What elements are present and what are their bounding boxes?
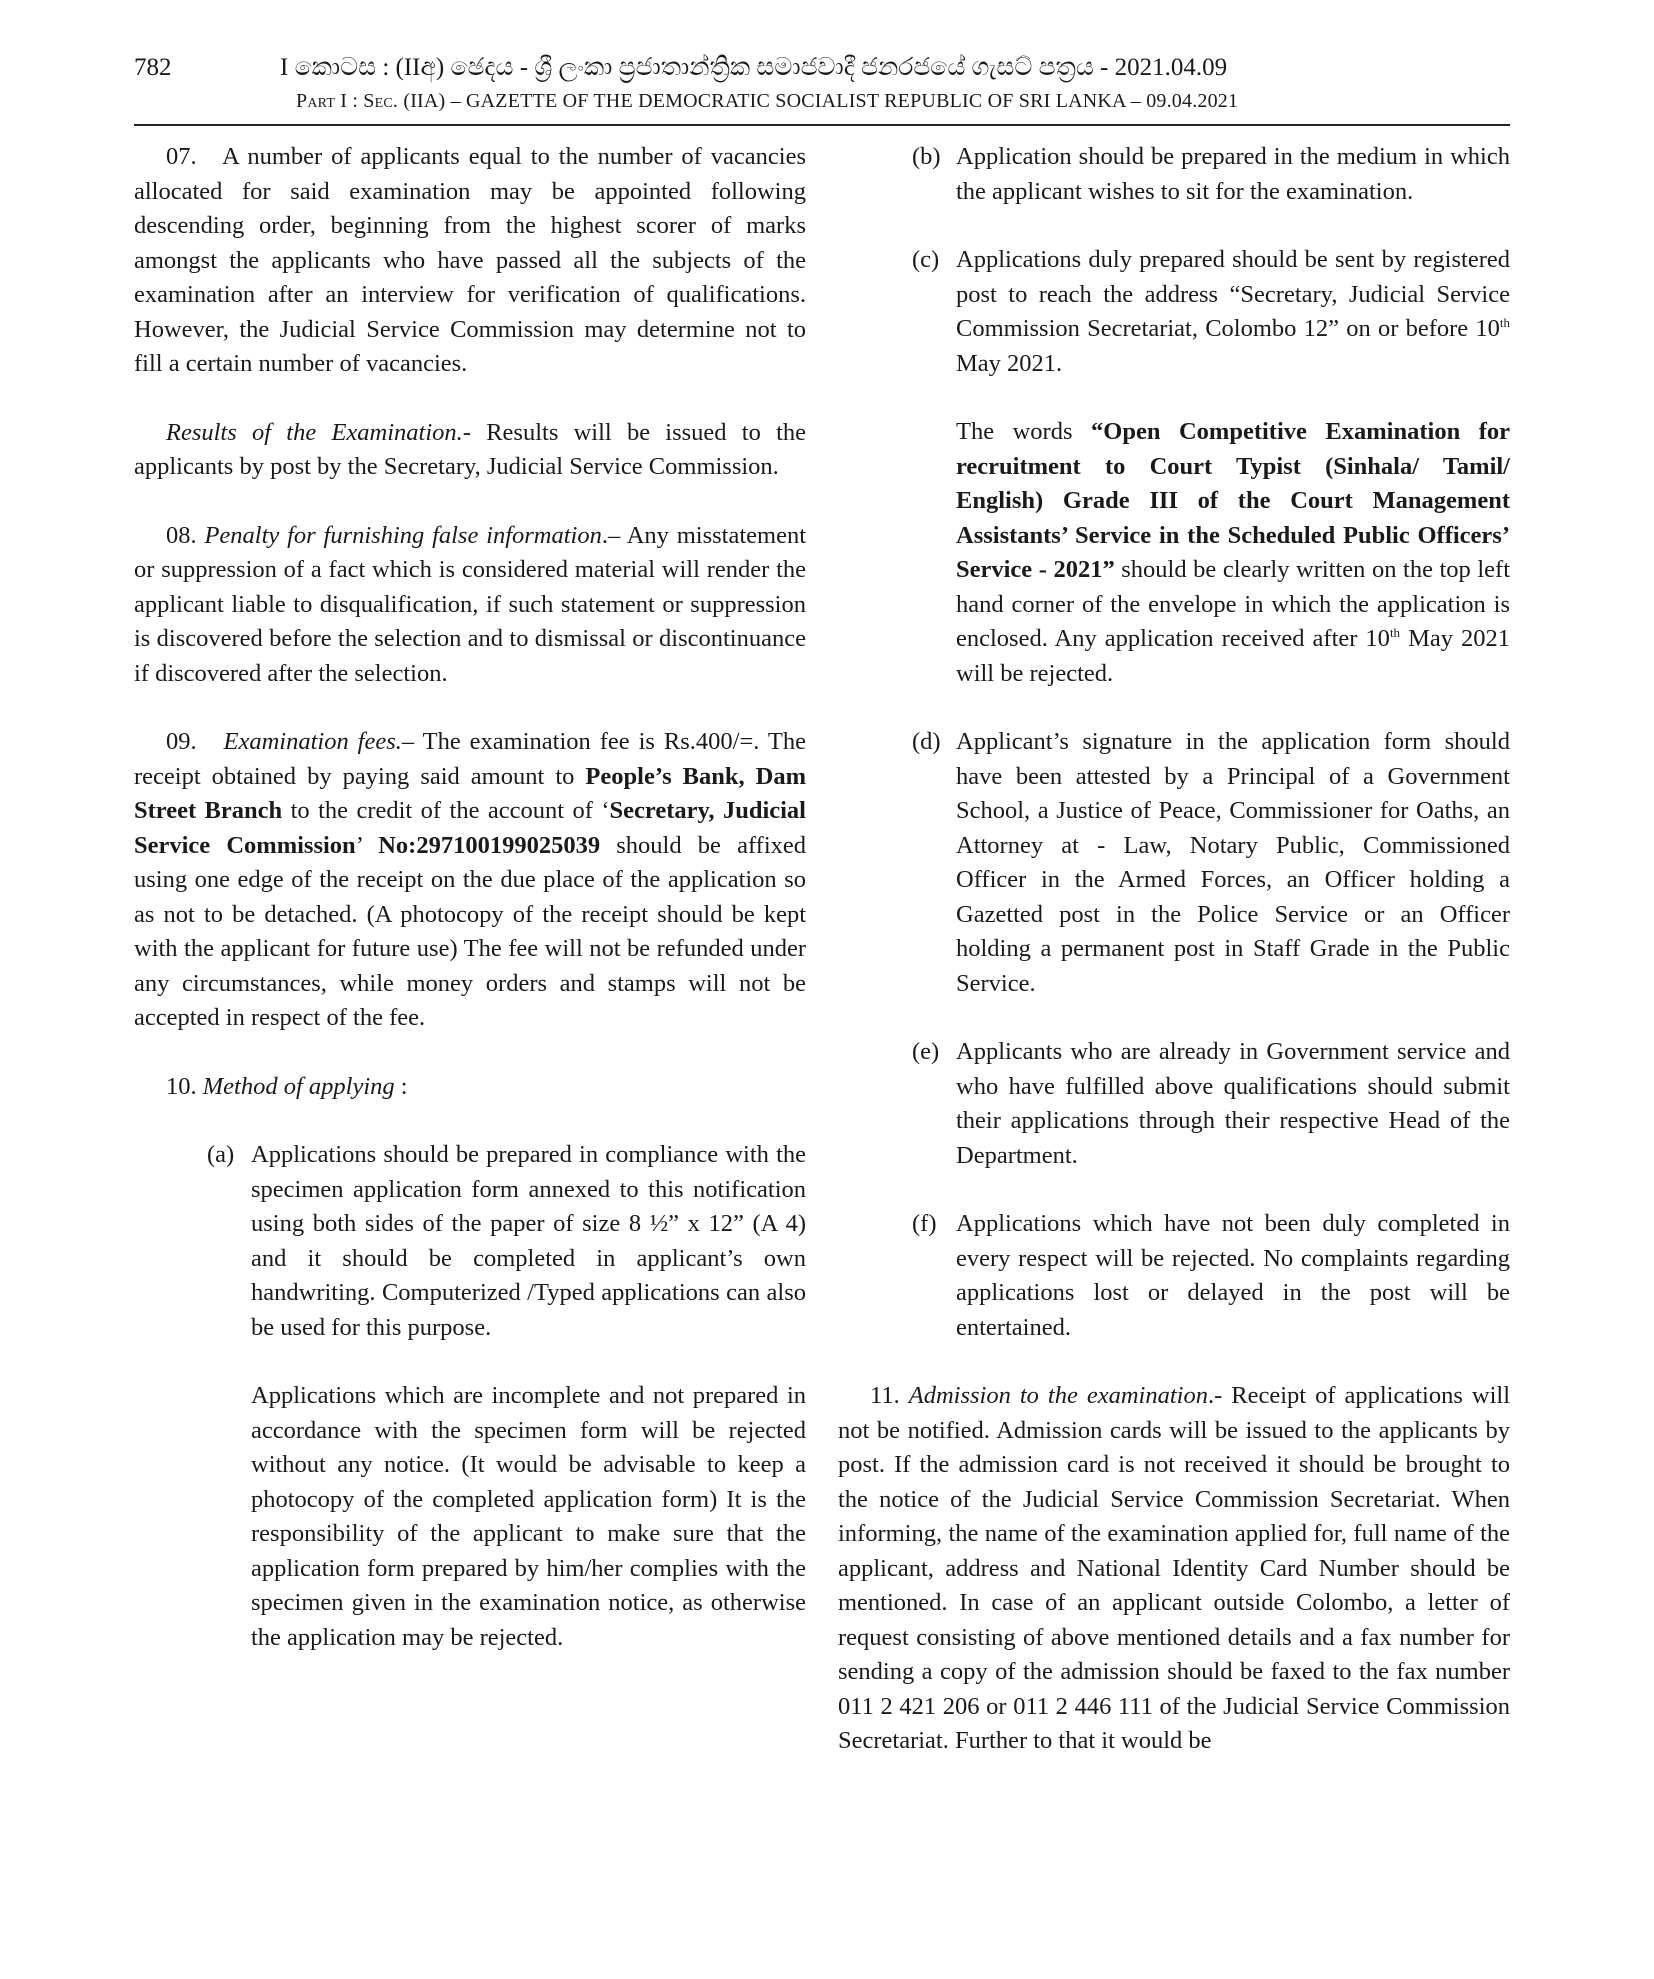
list-item-d [838,725,1510,1001]
p11-heading: Admission to the examination [908,1382,1208,1409]
envelope-title: “Open Competitive Examination for recruitment to Court Typist (Sinhala/ Tamil/ English) Grade III of the Court Management Assistants’ Service in the Scheduled Public Officers’ Service - 2021” [956,418,1510,583]
item-text-f: Applications which have not been duly completed in every respect will be rejected. No complaints regarding applications lost or delayed in the post will be entertained. [956,1210,1510,1341]
item-label-a: (a) [207,1141,235,1168]
item-label-e: (e) [912,1038,940,1065]
header-part-label: Part I : Sec. [296,90,399,112]
paragraph-09: 09. Examination fees.– The examination fee is Rs.400/=. The receipt obtained by paying said amount to People’s Bank, Dam Street Branch to the credit of the account of ‘Secretary, Judicial Service Commission’ No:297100199025039 should be affixed using one edge of the receipt on the due place of the application so as not to be detached. (A photocopy of the receipt should be kept with the applicant for future use) The fee will not be refunded under any circumstances, while money orders and stamps will not be accepted in respect of the fee. [134,728,807,1031]
paragraph-10: 10. Method of applying : [166,1072,408,1100]
item-text-c: Applications duly prepared should be sent by registered post to reach the address “Secretary, Judicial Service Commission Secretariat, Colombo 12” on or before 10th May 2021. [956,246,1510,377]
item-text-e: Applicants who are already in Government service and who have fulfilled above qualifications should submit their applications through their respective Head of the Department. [956,1038,1510,1169]
header-title-sinhala: I කොටස : (IIඅ) ඡෙදය - ශ්‍රී ලංකා ප්‍රජාතාන්ත්‍රික සමාජවාදී ජනරජයේ ගැසට් පත්‍රය - 2021.04.09 [280,54,1228,81]
item-label-f: (f) [912,1210,937,1237]
account-name: Secretary, Judicial Service Commission [134,797,806,859]
left-column [134,140,806,1655]
paragraph-08: 08. Penalty for furnishing false information.– Any misstatement or suppression of a fact which is considered material will render the applicant liable to disqualification, if such statement or suppression is discovered before the selection and to dismissal or discontinuance if discovered after the selection. [134,521,807,687]
paragraph-results: Results of the Examination.- Results will be issued to the applicants by post by the Secretary, Judicial Service Commission. [134,418,807,480]
results-heading: Results of the Examination.- [166,418,471,446]
page-number: 782 [134,54,172,81]
account-number: No:297100199025039 [378,831,601,859]
item-text-b: Application should be prepared in the medium in which the applicant wishes to sit for the examination. [956,143,1510,205]
p10-heading: Method of applying [202,1072,395,1100]
item-label-c: (c) [912,246,940,273]
header-gazette-title: (IIA) – GAZETTE OF THE DEMOCRATIC SOCIALIST REPUBLIC OF SRI LANKA – 09.04.2021 [403,90,1239,112]
bank-name: People’s Bank, Dam Street Branch [134,762,806,824]
list-item-f [838,1207,1510,1345]
list-item-e [838,1035,1510,1173]
header-divider [134,124,1510,126]
list-item-a [134,1138,806,1345]
header-title-english [296,90,1238,113]
item-a-paragraph-2: Applications which are incomplete and not prepared in accordance with the specimen form will be rejected without any notice. (It would be advisable to keep a photocopy of the completed application form) It is the responsibility of the applicant to make sure that the application form prepared by him/her complies with the specimen given in the examination notice, as otherwise the application may be rejected. [251,1382,806,1651]
right-column [838,140,1510,1759]
item-label-d: (d) [912,728,941,755]
item-text-a: Applications should be prepared in compliance with the specimen application form annexed to this notification using both sides of the paper of size 8 ½” x 12” (A 4) and it should be completed in applicant’s own handwriting. Computerized /Typed applications can also be used for this purpose. [251,1141,806,1341]
p09-heading: Examination fees.– [223,728,415,755]
paragraph-11: 11. Admission to the examination.- Receipt of applications will not be notified. Admission cards will be issued to the applicants by post. If the admission card is not received it should be brought to the notice of the Judicial Service Commission Secretariat. When informing, the name of the examination applied for, full name of the applicant, address and National Identity Card Number should be mentioned. In case of an applicant outside Colombo, a letter of request consisting of above mentioned details and a fax number for sending a copy of the admission should be faxed to the fax number 011 2 421 206 or 011 2 446 111 of the Judicial Service Commission Secretariat. Further to that it would be [838,1382,1510,1754]
item-c-paragraph-2: The words “Open Competitive Examination for recruitment to Court Typist (Sinhala/ Tamil/ English) Grade III of the Court Management Assistants’ Service in the Scheduled Public Officers’ Service - 2021” should be clearly written on the top left hand corner of the envelope in which the application is enclosed. Any application received after 10th May 2021 will be rejected. [956,418,1510,687]
p08-heading: Penalty for furnishing false information [204,521,602,549]
item-label-b: (b) [912,143,941,170]
item-text-d: Applicant’s signature in the application form should have been attested by a Principal of a Government School, a Justice of Peace, Commissioner for Oaths, an Attorney at - Law, Notary Public, Commissioned Officer in the Armed Forces, an Officer holding a Gazetted post in the Police Service or an Officer holding a permanent post in Staff Grade in the Public Service. [956,728,1510,997]
list-item-c [838,243,1510,381]
paragraph-07: 07. A number of applicants equal to the number of vacancies allocated for said examination may be appointed following descending order, beginning from the highest scorer of marks amongst the applicants who have passed all the subjects of the examination after an interview for verification of qualifications. However, the Judicial Service Commission may determine not to fill a certain number of vacancies. [134,143,806,377]
list-item-b [838,140,1510,209]
